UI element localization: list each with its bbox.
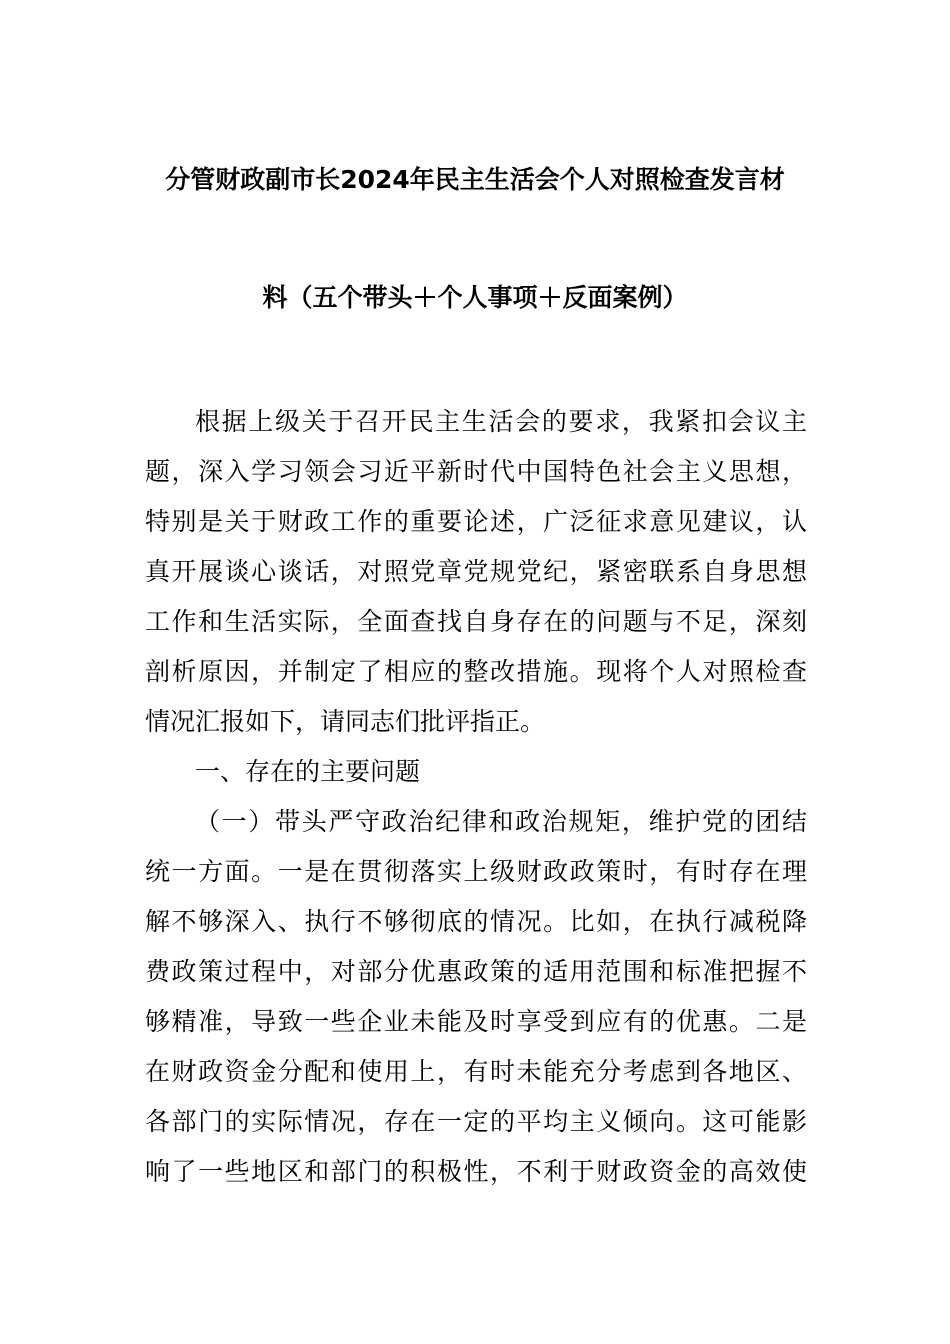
- paragraph-line: 情况汇报如下，请同志们批评指正。: [145, 707, 546, 736]
- paragraph-line: 统一方面。一是在贯彻落实上级财政政策时，有时存在理: [145, 857, 807, 886]
- paragraph-line: 特别是关于财政工作的重要论述，广泛征求意见建议，认: [145, 507, 807, 536]
- paragraph-line: （一）带头严守政治纪律和政治规矩，维护党的团结: [195, 807, 807, 836]
- document-title-line-2: 料（五个带头＋个人事项＋反面案例）: [262, 283, 688, 312]
- paragraph-line: 题，深入学习领会习近平新时代中国特色社会主义思想，: [145, 457, 807, 486]
- paragraph-line: 各部门的实际情况，存在一定的平均主义倾向。这可能影: [145, 1107, 807, 1136]
- paragraph-line: 费政策过程中，对部分优惠政策的适用范围和标准把握不: [145, 957, 807, 986]
- paragraph-line: 响了一些地区和部门的积极性，不利于财政资金的高效使: [145, 1157, 807, 1186]
- paragraph-line: 根据上级关于召开民主生活会的要求，我紧扣会议主: [195, 407, 807, 436]
- section-heading: 一、存在的主要问题: [195, 757, 421, 786]
- paragraph-line: 在财政资金分配和使用上，有时未能充分考虑到各地区、: [145, 1057, 807, 1086]
- paragraph-line: 够精准，导致一些企业未能及时享受到应有的优惠。二是: [145, 1007, 807, 1036]
- paragraph-line: 解不够深入、执行不够彻底的情况。比如，在执行减税降: [145, 907, 807, 936]
- paragraph-line: 剖析原因，并制定了相应的整改措施。现将个人对照检查: [145, 657, 807, 686]
- document-title-line-1: 分管财政副市长2024年民主生活会个人对照检查发言材: [165, 165, 785, 194]
- paragraph-line: 工作和生活实际，全面查找自身存在的问题与不足，深刻: [145, 607, 807, 636]
- paragraph-line: 真开展谈心谈话，对照党章党规党纪，紧密联系自身思想: [145, 557, 807, 586]
